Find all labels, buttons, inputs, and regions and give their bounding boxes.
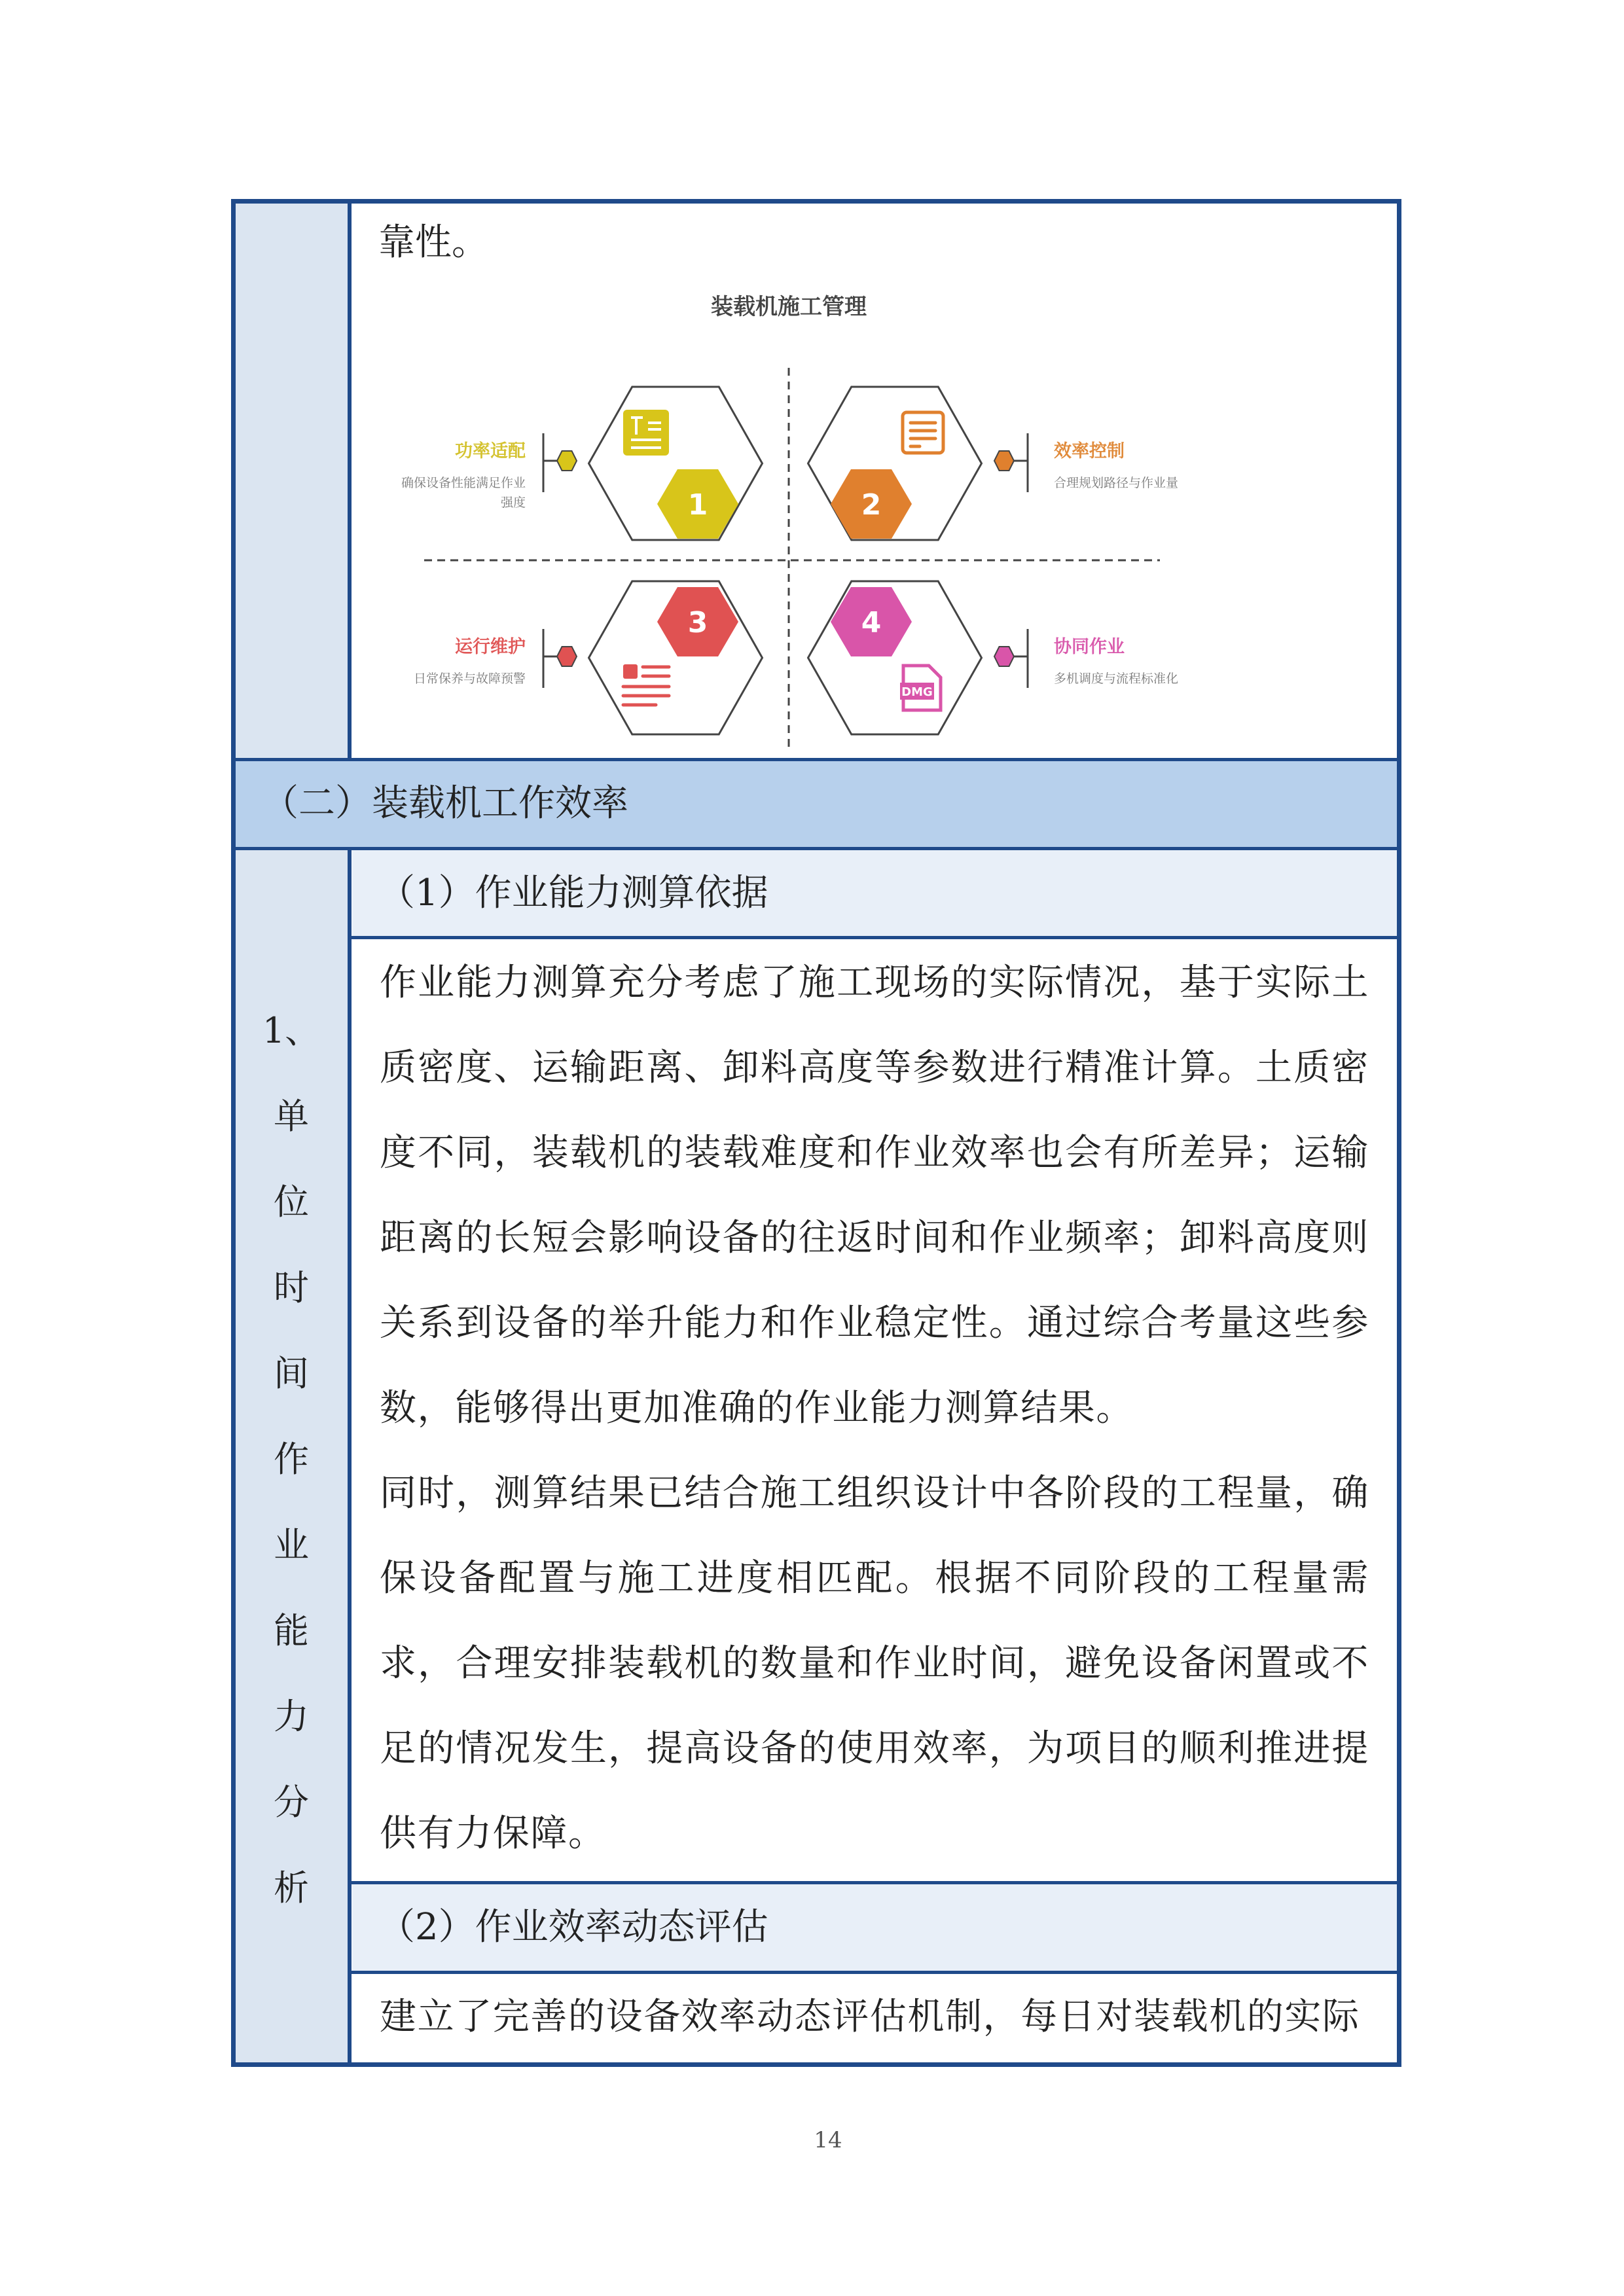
row-label-char: 能 [274,1610,309,1651]
connector-dot [994,451,1014,471]
sub-header-2-title: （2）作业效率动态评估 [378,1906,768,1948]
connector-dot [557,451,577,471]
sub1-body [380,941,1369,1876]
item-title: 运行维护 [455,637,526,657]
item-description: 合理规划路径与作业量 [1054,476,1179,490]
row-label-char: 位 [274,1181,309,1223]
row-label-char: 力 [274,1696,309,1737]
paragraph: 作业能力测算充分考虑了施工现场的实际情况，基于实际土质密度、运输距离、卸料高度等参数进行精准计算。土质密度不同，装载机的装载难度和作业效率也会有所差异；运输距离的长短会影响设备的往返时间和作业频率；卸料高度则关系到设备的举升能力和作业稳定性。通过综合考量这些参数，能够得出更加准确的作业能力测算结果。 [380,961,1369,1429]
loader-management-diagram [0,0,1624,785]
continuation-text: 靠性。 [378,221,488,264]
item-description: 确保设备性能满足作业 [401,476,526,490]
item-number: 4 [861,606,882,639]
item-title: 协同作业 [1054,637,1125,657]
row-label-char: 间 [274,1353,309,1394]
diagram-title: 装载机施工管理 [711,294,867,320]
sub-header-1-title: （1）作业能力测算依据 [378,872,768,914]
diagram-item-1 [401,387,763,540]
row-divider [349,1971,1401,1974]
list-document-icon [903,412,943,453]
diagram-item-3 [414,581,763,734]
sub2-body [380,1975,1369,2060]
paragraph: 建立了完善的设备效率动态评估机制，每日对装载机的实际 [380,1996,1360,2038]
diagram-item-2 [808,387,1179,540]
item-number: 2 [861,488,882,522]
row-label-char: 单 [274,1096,309,1137]
item-title: 功率适配 [455,441,526,461]
item-title: 效率控制 [1054,441,1125,461]
item-number: 1 [687,488,708,522]
row-divider [349,936,1401,939]
dmg-label: DMG [901,685,933,699]
connector-dot [557,647,577,666]
row-label-char: 1、 [262,1010,321,1051]
row-label-char: 业 [274,1524,309,1566]
item-description: 日常保养与故障预警 [413,672,526,686]
row-label-vertical [234,988,349,1931]
page-number: 14 [814,2127,842,2153]
row-divider [231,847,1401,850]
item-description: 多机调度与流程标准化 [1054,672,1179,686]
dmg-file-icon [900,666,941,710]
item-number: 3 [687,606,708,639]
diagram-item-4 [808,581,1179,734]
row-label-char: 作 [274,1439,309,1480]
row-label-char: 时 [274,1267,309,1308]
item-description: 强度 [500,495,526,510]
row-divider [349,1881,1401,1884]
row-label-char: 分 [274,1782,309,1823]
paragraph: 同时，测算结果已结合施工组织设计中各阶段的工程量，确保设备配置与施工进度相匹配。根据不同阶段的工程量需求，合理安排装载机的数量和作业时间，避免设备闲置或不足的情况发生，提高设备的使用效率，为项目的顺利推进提供有力保障。 [380,1472,1369,1855]
connector-dot [994,647,1014,666]
row-label-char: 析 [274,1867,309,1909]
text-document-icon [623,410,669,456]
section-title: （二）装载机工作效率 [262,782,628,825]
